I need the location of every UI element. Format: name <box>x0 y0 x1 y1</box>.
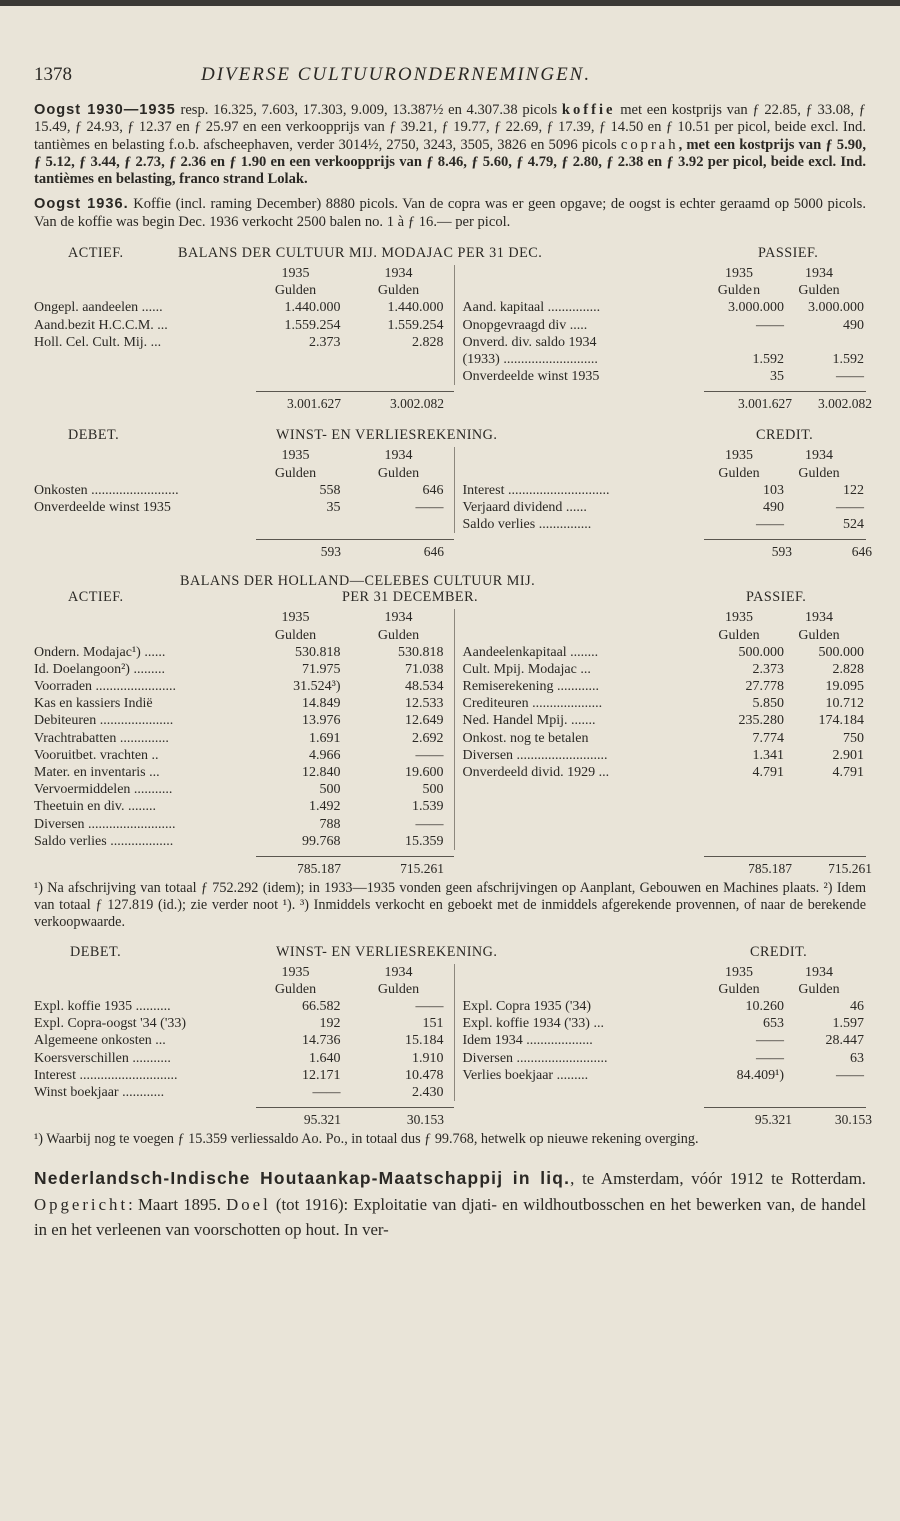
opgericht-label: Opgericht <box>34 1194 129 1214</box>
balance-title-line1: BALANS DER HOLLAND—CELEBES CULTUUR MIJ. <box>180 573 536 590</box>
table-row: Holl. Cel. Cult. Mij. ... 2.373 2.828 <box>34 334 444 350</box>
table-row: Interest ............................. 103 122 <box>462 482 864 498</box>
table-row: Id. Doelangoon²) ......... 71.975 71.038 <box>34 661 444 677</box>
running-title: DIVERSE CULTUURONDERNEMINGEN. <box>201 64 592 85</box>
table-row: Verlies boekjaar ......... 84.409¹) —— <box>462 1067 864 1083</box>
table-row: Kas en kassiers Indië 14.849 12.533 <box>34 696 444 712</box>
table-row: Aand. kapitaal ............... 3.000.000 3.000.000 <box>462 300 864 316</box>
running-header <box>34 58 866 92</box>
balance-title-line2: PER 31 DECEMBER. <box>342 589 479 606</box>
table-row: Ned. Handel Mpij. ....... 235.280 174.184 <box>462 713 864 729</box>
table-row: Voorraden ....................... 31.524³) 48.534 <box>34 679 444 695</box>
table-row: Debiteuren ..................... 13.976 12.649 <box>34 713 444 729</box>
document-page <box>34 58 872 1243</box>
company-name: Nederlandsch-Indische Houtaankap-Maatschappij in liq. <box>34 1168 571 1189</box>
unit-gulden: Gulden <box>377 283 420 299</box>
balance-title: BALANS DER CULTUUR MIJ. MODAJAC PER 31 DEC. <box>178 245 543 262</box>
balance-sheet-holland-celebes: BALANS DER HOLLAND—CELEBES CULTUUR MIJ. PER 31 DECEMBER. ACTIEF. PASSIEF. 1935 1934 Gulden Gulden Ondern. Modajac¹) ...... 530.818 530.818 Id. Doelangoon²) ......... 71.975 71.038 Voorraden ....................... 31.524³) 48.534 Kas en kassiers Indië 14.849 12.533 Debiteuren ..................... 13.976 12.649 Vrachtrabatten .............. 1.691 2.692 Vooruitbet. vrachten .. 4.966 —— Mater. en inventaris ... 12.840 19.600 Vervoermiddelen ........... 500 500 Theetuin en div. ........ 1.492 1.539 Diversen ......................... 788 —— Saldo verlies .................. 99.768 15.359 1935 1934 Gulden Gulden Aandeelenkapitaal ........ 500.000 500.000 Cult. Mpij. Modajac ... 2.373 2.828 Remiserekening ............ 27.778 19.095 Crediteuren .................... 5.850 10.712 Ned. Handel Mpij. ....... 235.280 174.184 Onkost. nog te betalen 7.774 750 Diversen .......................... 1.341 2.901 Onverdeeld divid. 1929 ... 4.791 4.791 785.187 715.261 785.187 715.261 ¹) Na afschrijving van totaal ƒ 752.292 (idem); in 1933—1935 vonden geen afschrijvingen op Aanplant, Gebouwen en Machines plaats. ²) Idem van totaal ƒ 127.819 (id.); zie verder noot ¹). ³) Inmiddels verkocht en geboekt met de inmiddels afgerekende provennen, of naar de berekende verkoopwaarde. <box>34 573 872 931</box>
profit-loss-title: WINST- EN VERLIESREKENING. <box>276 427 498 444</box>
debet-label: DEBET. <box>70 943 122 960</box>
passief-label: PASSIEF. <box>746 589 807 606</box>
table-row: Ongepl. aandeelen ...... 1.440.000 1.440.000 <box>34 300 444 316</box>
harvest-text-3: , met een kostprijs van ƒ 5.90, ƒ 5.12, ƒ 3.44, ƒ 2.73, ƒ 2.36 en ƒ 1.90 en een verkoopprijs van ƒ 8.46, ƒ 5.60, ƒ 4.79, ƒ 2.80, ƒ 2.38 en ƒ 3.92 per picol, beide excl. Ind. tantièmes en belasting, franco strand Lolak. <box>34 136 866 188</box>
table-row: Onkost. nog te betalen 7.774 750 <box>462 730 864 746</box>
year-1935: 1935 <box>281 266 310 282</box>
koffie-word: koffie <box>561 102 616 118</box>
harvest-text-2: met een kostprijs van ƒ 22.85, ƒ 33.08, ƒ 15.49, ƒ 24.93, ƒ 12.37 en ƒ 25.97 en een verkoopprijs van ƒ 39.21, ƒ 19.77, ƒ 22.69, ƒ 17.39, ƒ 14.50 en ƒ 10.51 per picol, beide excl. Ind. tantièmes en belasting f.o.b. afscheephaven, verder 3014½, 2750, 3243, 3505, 3826 en 5096 picols <box>34 102 866 153</box>
harvest-text-1: resp. 16.325, 7.603, 17.303, 9.009, 13.387½ en 4.307.38 picols <box>175 102 562 118</box>
table-row: Remiserekening ............ 27.778 19.095 <box>462 679 864 695</box>
coprah-word: coprah <box>620 136 679 153</box>
harvest-paragraph-1930-1935 <box>34 102 866 188</box>
totals-row: 95.321 30.153 95.321 30.153 <box>34 1107 866 1129</box>
page-top-edge <box>0 0 900 6</box>
harvest-lead: Oogst 1930—1935 <box>34 102 176 118</box>
table-row: Expl. Copra-oogst '34 ('33) 192 151 <box>34 1016 444 1032</box>
table-row: Vervoermiddelen ........... 500 500 <box>34 782 444 798</box>
table-row: Diversen .......................... —— 63 <box>462 1050 864 1066</box>
table-row: Onverd. div. saldo 1934 <box>462 334 597 350</box>
table-row: Aandeelenkapitaal ........ 500.000 500.000 <box>462 644 864 660</box>
page-number: 1378 <box>34 64 72 85</box>
passief-column: 1935 1934 Gulde n Gulden Aand. kapitaal ............... 3.000.000 3.000.000 Onopgevraagd div ..... —— 490 Onverd. div. saldo 1934 (1933) ........................... 1.592 1.592 Onverdeelde winst 1935 35 —— <box>455 265 867 385</box>
table-row: Expl. Copra 1935 ('34) 10.260 46 <box>462 998 864 1014</box>
totals-row: 593 646 593 646 <box>34 539 866 561</box>
table-row: Vrachtrabatten .............. 1.691 2.692 <box>34 730 444 746</box>
doel-label: Doel <box>226 1194 271 1214</box>
table-row: Expl. koffie 1935 .......... 66.582 —— <box>34 998 444 1014</box>
table-row: Aand.bezit H.C.C.M. ... 1.559.254 1.559.254 <box>34 317 444 333</box>
year-1934: 1934 <box>384 266 413 282</box>
table-row: Winst boekjaar ............ —— 2.430 <box>34 1084 444 1100</box>
table-row: Onopgevraagd div ..... —— 490 <box>462 317 864 333</box>
harvest-1936-lead: Oogst 1936. <box>34 196 129 213</box>
table-row: (1933) ........................... 1.592 1.592 <box>462 352 864 368</box>
balance-sheet-modajac-header <box>34 245 866 265</box>
passief-label: PASSIEF. <box>758 245 819 262</box>
actief-label: ACTIEF. <box>68 245 124 262</box>
table-row: Onverdeelde winst 1935 35 —— <box>462 369 864 385</box>
profit-loss-modajac-header <box>34 427 866 447</box>
table-row: Mater. en inventaris ... 12.840 19.600 <box>34 765 444 781</box>
footnote: ¹) Waarbij nog te voegen ƒ 15.359 verliessaldo Ao. Po., in totaal dus ƒ 99.768, hetwelk op nieuwe rekening overging. <box>34 1131 699 1148</box>
footnote: ¹) Na afschrijving van totaal ƒ 752.292 (idem); in 1933—1935 vonden geen afschrijvingen op Aanplant, Gebouwen en Machines plaats. ²) Idem van totaal ƒ 127.819 (id.); zie verder noot ¹). ³) Inmiddels verkocht en geboekt met de inmiddels afgerekende provennen, of naar de berekende verkoopwaarde. <box>34 879 866 931</box>
table-row: Idem 1934 ................... —— 28.447 <box>462 1033 864 1049</box>
table-row: Cult. Mpij. Modajac ... 2.373 2.828 <box>462 661 864 677</box>
table-row: Onkosten ......................... 558 646 <box>34 482 444 498</box>
profit-loss-modajac: DEBET. WINST- EN VERLIESREKENING. CREDIT. 1935 1934 Gulden Gulden Onkosten ......................... 558 646 Onverdeelde winst 1935 35 —— 1935 1934 Gulden Gulden Interest ............................. 103 122 Verjaard dividend ...... 490 —— Saldo verlies ............... —— 524 593 646 593 646 <box>34 427 872 560</box>
table-row: Interest ............................ 12.171 10.478 <box>34 1067 444 1083</box>
harvest-1936-text: Koffie (incl. raming December) 8880 picols. Van de copra was er geen opgave; de oogst is echter geraamd op 5000 picols. Van de koffie was begin Dec. 1936 verkocht 2500 balen no. 1 à ƒ 16.— per picol. <box>34 196 866 230</box>
balance-sheet-modajac <box>34 245 872 413</box>
harvest-paragraph-1936 <box>34 196 866 231</box>
balance-sheet-holland-celebes-header <box>34 573 866 609</box>
table-row: Verjaard dividend ...... 490 —— <box>462 499 864 515</box>
credit-label: CREDIT. <box>750 943 808 960</box>
table-row: Koersverschillen ........... 1.640 1.910 <box>34 1050 444 1066</box>
table-row: Theetuin en div. ........ 1.492 1.539 <box>34 799 444 815</box>
table-row: Crediteuren .................... 5.850 10.712 <box>462 696 864 712</box>
actief-column <box>34 265 455 385</box>
table-row: Diversen ......................... 788 —— <box>34 816 444 832</box>
debet-label: DEBET. <box>68 427 120 444</box>
table-row: Saldo verlies .................. 99.768 15.359 <box>34 833 444 849</box>
profit-loss-title: WINST- EN VERLIESREKENING. <box>276 943 498 960</box>
table-row: Expl. koffie 1934 ('33) ... 653 1.597 <box>462 1016 864 1032</box>
credit-label: CREDIT. <box>756 427 814 444</box>
table-row: Onverdeelde winst 1935 35 —— <box>34 499 444 515</box>
table-row: Vooruitbet. vrachten .. 4.966 —— <box>34 747 444 763</box>
actief-label: ACTIEF. <box>68 589 124 606</box>
unit-gulden: Gulden <box>274 283 317 299</box>
company-entry: Nederlandsch-Indische Houtaankap-Maatschappij in liq., te Amsterdam, vóór 1912 te Rotterdam. Opgericht: Maart 1895. Doel (tot 1916): Exploitatie van djati- en wildhoutbosschen en het bewerken van, de handel in en het verleenen van voorschotten op hout. In ver- <box>34 1168 866 1240</box>
totals-row: 785.187 715.261 785.187 715.261 <box>34 856 866 878</box>
profit-loss-holland-celebes: DEBET. WINST- EN VERLIESREKENING. CREDIT. 1935 1934 Gulden Gulden Expl. koffie 1935 .......... 66.582 —— Expl. Copra-oogst '34 ('33) 192 151 Algemeene onkosten ... 14.736 15.184 Koersverschillen ........... 1.640 1.910 Interest ............................ 12.171 10.478 Winst boekjaar ............ —— 2.430 1935 1934 Gulden Gulden Expl. Copra 1935 ('34) 10.260 46 Expl. koffie 1934 ('33) ... 653 1.597 Idem 1934 ................... —— 28.447 Diversen .......................... —— 63 Verlies boekjaar ......... 84.409¹) —— 95.321 30.153 95.321 30.153 ¹) Waarbij nog te voegen ƒ 15.359 verliessaldo Ao. Po., in totaal dus ƒ 99.768, hetwelk op nieuwe rekening overging. <box>34 943 872 1148</box>
table-row: Onverdeeld divid. 1929 ... 4.791 4.791 <box>462 765 864 781</box>
profit-loss-holland-celebes-header <box>34 944 866 964</box>
table-row: Ondern. Modajac¹) ...... 530.818 530.818 <box>34 644 444 660</box>
table-row: Diversen .......................... 1.341 2.901 <box>462 747 864 763</box>
totals-row: 3.001.627 3.002.082 3.001.627 3.002.082 <box>34 391 866 413</box>
table-row: Saldo verlies ............... —— 524 <box>462 517 864 533</box>
table-row: Algemeene onkosten ... 14.736 15.184 <box>34 1033 444 1049</box>
